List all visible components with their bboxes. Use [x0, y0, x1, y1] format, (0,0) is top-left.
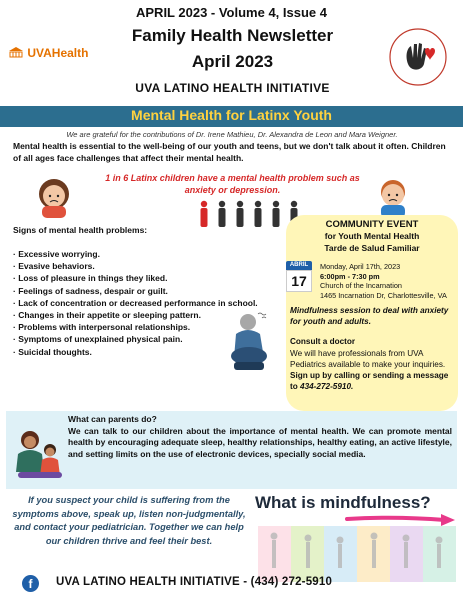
list-item: · Problems with interpersonal relationships.	[13, 322, 191, 333]
arrow-right-icon	[345, 513, 457, 527]
list-item: · Lack of concentration or decreased performance in school.	[13, 297, 258, 308]
consult-text: We will have professionals from UVA Pediatrics available to make your inquiries.	[290, 349, 446, 369]
event-details	[320, 262, 460, 300]
event-heading: COMMUNITY EVENT	[325, 219, 419, 230]
list-item: · Suicidal thoughts.	[13, 346, 92, 357]
signs-list	[13, 248, 258, 358]
event-name: Tarde de Salud Familiar	[324, 243, 420, 253]
issue-line: APRIL 2023 - Volume 4, Issue 4	[136, 5, 327, 20]
event-mindfulness-note: Mindfulness session to deal with anxiety for youth and adults.	[290, 306, 449, 326]
intro-paragraph: Mental health is essential to the well-being of our youth and teens, but we don't talk about it often. Children of all ages face challenges that affect their mental health.	[13, 141, 446, 163]
facebook-icon[interactable]: f	[22, 575, 39, 592]
consult-signup: Sign up by calling or sending a message to	[290, 371, 449, 391]
event-place: Church of the Incarnation	[320, 281, 402, 290]
list-item: · Symptoms of unexplained physical pain.	[13, 334, 183, 345]
consult-description	[290, 348, 456, 392]
calendar-day: 17	[286, 270, 312, 292]
section-banner-title: Mental Health for Latinx Youth	[131, 107, 332, 123]
calendar-month: ABRIL	[286, 261, 312, 270]
yoga-poses-illustration	[258, 526, 456, 582]
rotunda-icon	[8, 46, 24, 58]
advice-paragraph: If you suspect your child is suffering from the symptoms above, speak up, listen non-judgmentally, and contact your pediatrician. Together we can help our children thrive and feel their best.	[12, 495, 246, 546]
parents-heading: What can parents do?	[68, 414, 157, 424]
uva-health-logo	[8, 46, 88, 60]
statistic-line-1: 1 in 6 Latinx children have a mental health problem such as	[105, 173, 360, 183]
sad-girl-illustration	[33, 174, 75, 218]
list-item: · Changes in their appetite or sleeping pattern.	[13, 310, 201, 321]
list-item: · Feelings of sadness, despair or guilt.	[13, 285, 168, 296]
event-subheading: for Youth Mental Health	[324, 231, 420, 241]
uva-logo-text: UVAHealth	[27, 46, 89, 60]
footer-contact: UVA LATINO HEALTH INITIATIVE - (434) 272-5910	[56, 576, 333, 588]
list-item: · Loss of pleasure in things they liked.	[13, 273, 168, 284]
sad-boy-illustration	[372, 174, 414, 218]
event-date: Monday, April 17th, 2023	[320, 262, 401, 271]
newsletter-date: April 2023	[191, 52, 274, 71]
statistic-line-2: anxiety or depression.	[184, 185, 281, 195]
parents-paragraph: We can talk to our children about the importance of mental health. We can promote mental health by encouraging adequate sleep, healthy relationships, healthy eating, an active lifestyle, and setting limits on the use of electronic devices, specially social media.	[68, 426, 452, 459]
acknowledgement: We are grateful for the contributions of Dr. Irene Mathieu, Dr. Alexandra de Leon and Mara Weigner.	[66, 130, 398, 139]
coalition-logo	[383, 26, 453, 88]
newsletter-title: Family Health Newsletter	[131, 26, 334, 45]
event-address: 1465 Incarnation Dr, Charlottesville, VA	[320, 290, 447, 300]
signs-heading: Signs of mental health problems:	[13, 225, 148, 235]
list-item: · Evasive behaviors.	[13, 261, 95, 272]
mother-child-illustration	[12, 426, 68, 482]
consult-heading: Consult a doctor	[290, 337, 356, 346]
event-time: 6:00pm - 7:30 pm	[320, 271, 380, 281]
mindfulness-heading: What is mindfulness?	[255, 493, 431, 512]
organization-name: UVA LATINO HEALTH INITIATIVE	[135, 81, 330, 95]
sad-teen-illustration	[228, 312, 274, 378]
statistic-callout	[90, 172, 375, 196]
consult-phone: 434-272-5910.	[300, 382, 354, 391]
list-item: · Excessive worrying.	[13, 249, 100, 259]
